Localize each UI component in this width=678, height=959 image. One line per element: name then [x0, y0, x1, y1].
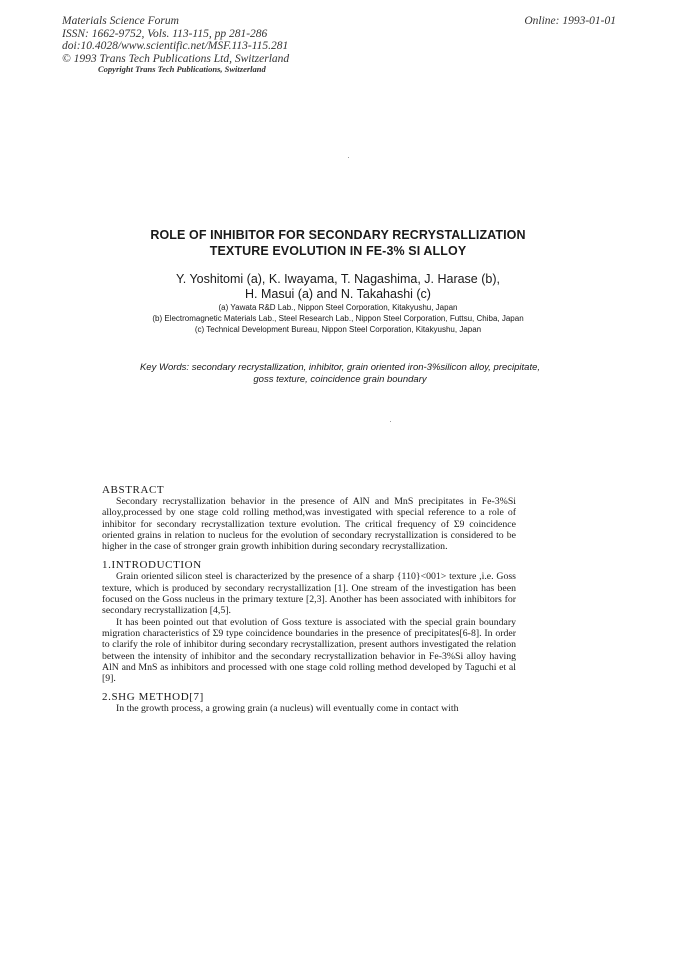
title-line: TEXTURE EVOLUTION IN FE-3% SI ALLOY — [209, 244, 467, 258]
title-line: ROLE OF INHIBITOR FOR SECONDARY RECRYSTALLIZATION — [150, 228, 526, 242]
publisher-line: © 1993 Trans Tech Publications Ltd, Switzerland — [62, 52, 290, 65]
shg-method-heading: 2.SHG METHOD[7] — [102, 691, 204, 704]
author-list — [60, 272, 616, 302]
affiliation: (b) Electromagnetic Materials Lab., Steel Research Lab., Nippon Steel Corporation, Futtsu, Chiba, Japan — [152, 314, 524, 323]
journal-name: Materials Science Forum — [62, 15, 179, 27]
abstract-heading: ABSTRACT — [102, 484, 165, 496]
journal-metadata — [62, 15, 289, 65]
paper-title — [60, 227, 616, 259]
paper-body — [102, 484, 516, 722]
copyright-stamp: Copyright Trans Tech Publications, Switzerland — [98, 64, 266, 74]
affiliation: (a) Yawata R&D Lab., Nippon Steel Corporation, Kitakyushu, Japan — [218, 303, 458, 312]
abstract-text: Secondary recrystallization behavior in the presence of AlN and MnS precipitates in Fe-3%Si alloy,processed by one stage cold rolling method,was investigated with special reference to a role of inhibitor for secondary recrystallization texture evolution. The critical frequency of Σ9 coincidence oriented grains in relation to nucleus for the evolution of secondary recrystallization is considered to be higher in the case of stronger grain growth inhibition during secondary recrystallization. — [102, 496, 516, 553]
introduction-heading: 1.INTRODUCTION — [102, 559, 202, 572]
keywords-line: Key Words: secondary recrystallization, inhibitor, grain oriented iron-3%silicon alloy, precipitate, — [139, 362, 541, 373]
abstract-section — [102, 484, 516, 552]
introduction-paragraph: Grain oriented silicon steel is characterized by the presence of a sharp {110}<001> texture ,i.e. Goss texture, which is produced by secondary recrystallization [1]. One stream of the investigation has been focused on the Goss nucleus in the primary texture [2,3]. Another has been associated with inhibitors for secondary recrystallization [4,5]. — [102, 571, 516, 617]
online-date: Online: 1993-01-01 — [524, 15, 616, 27]
introduction-paragraph: It has been pointed out that evolution of Goss texture is associated with the special grain boundary migration characteristics of Σ9 type coincidence boundaries in the presence of precipitates[6-8]. In order to clarify the role of inhibitor during secondary recrystallization, present authors investigated the relation between the intensity of inhibitor and the secondary recrystallization behavior in Fe-3%Si alloy having AlN and MnS as inhibitors and processed with one stage cold rolling method developed by Taguchi et al [9]. — [102, 616, 516, 685]
keywords-line: goss texture, coincidence grain boundary — [253, 374, 427, 385]
doi-line: doi:10.4028/www.scientific.net/MSF.113-115.281 — [62, 40, 289, 52]
issn-line: ISSN: 1662-9752, Vols. 113-115, pp 281-286 — [62, 27, 268, 40]
shg-method-section — [102, 691, 516, 714]
author-line: Y. Yoshitomi (a), K. Iwayama, T. Nagashima, J. Harase (b), — [176, 272, 500, 286]
keywords — [85, 362, 595, 386]
introduction-section — [102, 559, 516, 684]
scan-speck — [390, 421, 391, 422]
shg-method-paragraph: In the growth process, a growing grain (a nucleus) will eventually come in contact with — [116, 703, 459, 715]
author-line: H. Masui (a) and N. Takahashi (c) — [245, 287, 431, 301]
scan-speck — [348, 157, 349, 158]
affiliation: (c) Technical Development Bureau, Nippon Steel Corporation, Kitakyushu, Japan — [194, 325, 482, 334]
affiliations — [60, 302, 616, 335]
